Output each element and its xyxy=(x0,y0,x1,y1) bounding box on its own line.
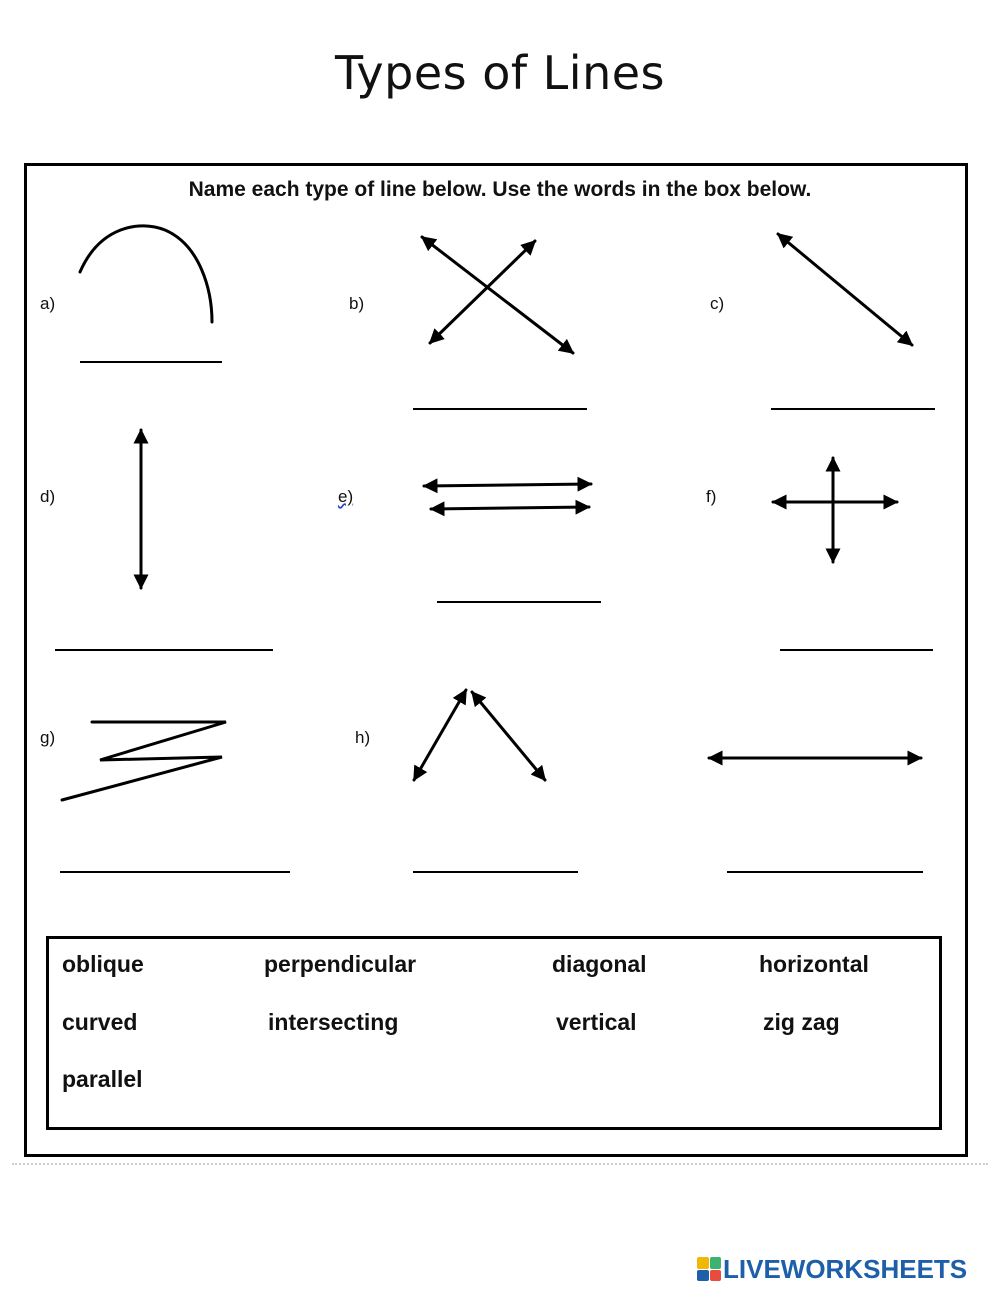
brand-name: LIVEWORKSHEETS xyxy=(723,1253,968,1284)
label-a: a) xyxy=(40,294,56,313)
word-diagonal: diagonal xyxy=(552,951,647,977)
liveworksheets-logo-icon xyxy=(697,1257,721,1281)
word-parallel: parallel xyxy=(62,1066,143,1092)
word-vertical: vertical xyxy=(556,1009,637,1035)
word-perpendicular: perpendicular xyxy=(264,951,417,977)
label-f: f) xyxy=(706,487,717,506)
label-g: g) xyxy=(40,728,56,747)
label-c: c) xyxy=(710,294,725,313)
label-d: d) xyxy=(40,487,56,506)
label-b: b) xyxy=(349,294,365,313)
word-zig-zag: zig zag xyxy=(763,1009,840,1035)
instruction-text: Name each type of line below. Use the words in the box below. xyxy=(188,178,812,201)
figure-g-zigzag xyxy=(62,722,226,800)
label-h: h) xyxy=(355,728,371,747)
page-title: Types of Lines xyxy=(334,46,666,100)
figure-c-line xyxy=(778,234,912,345)
word-oblique: oblique xyxy=(62,951,144,977)
word-horizontal: horizontal xyxy=(759,951,869,977)
figure-h-line-2 xyxy=(472,692,545,780)
page-divider xyxy=(12,1163,988,1165)
word-curved: curved xyxy=(62,1009,138,1035)
liveworksheets-brand[interactable] xyxy=(697,1253,967,1285)
figure-e-line-1 xyxy=(424,484,591,486)
figure-b-line-1 xyxy=(422,237,573,353)
label-e: e) xyxy=(338,487,354,506)
figure-a-curve xyxy=(80,226,212,322)
figure-e-line-2 xyxy=(431,507,589,509)
figure-h-line-1 xyxy=(414,690,466,780)
word-intersecting: intersecting xyxy=(268,1009,399,1035)
